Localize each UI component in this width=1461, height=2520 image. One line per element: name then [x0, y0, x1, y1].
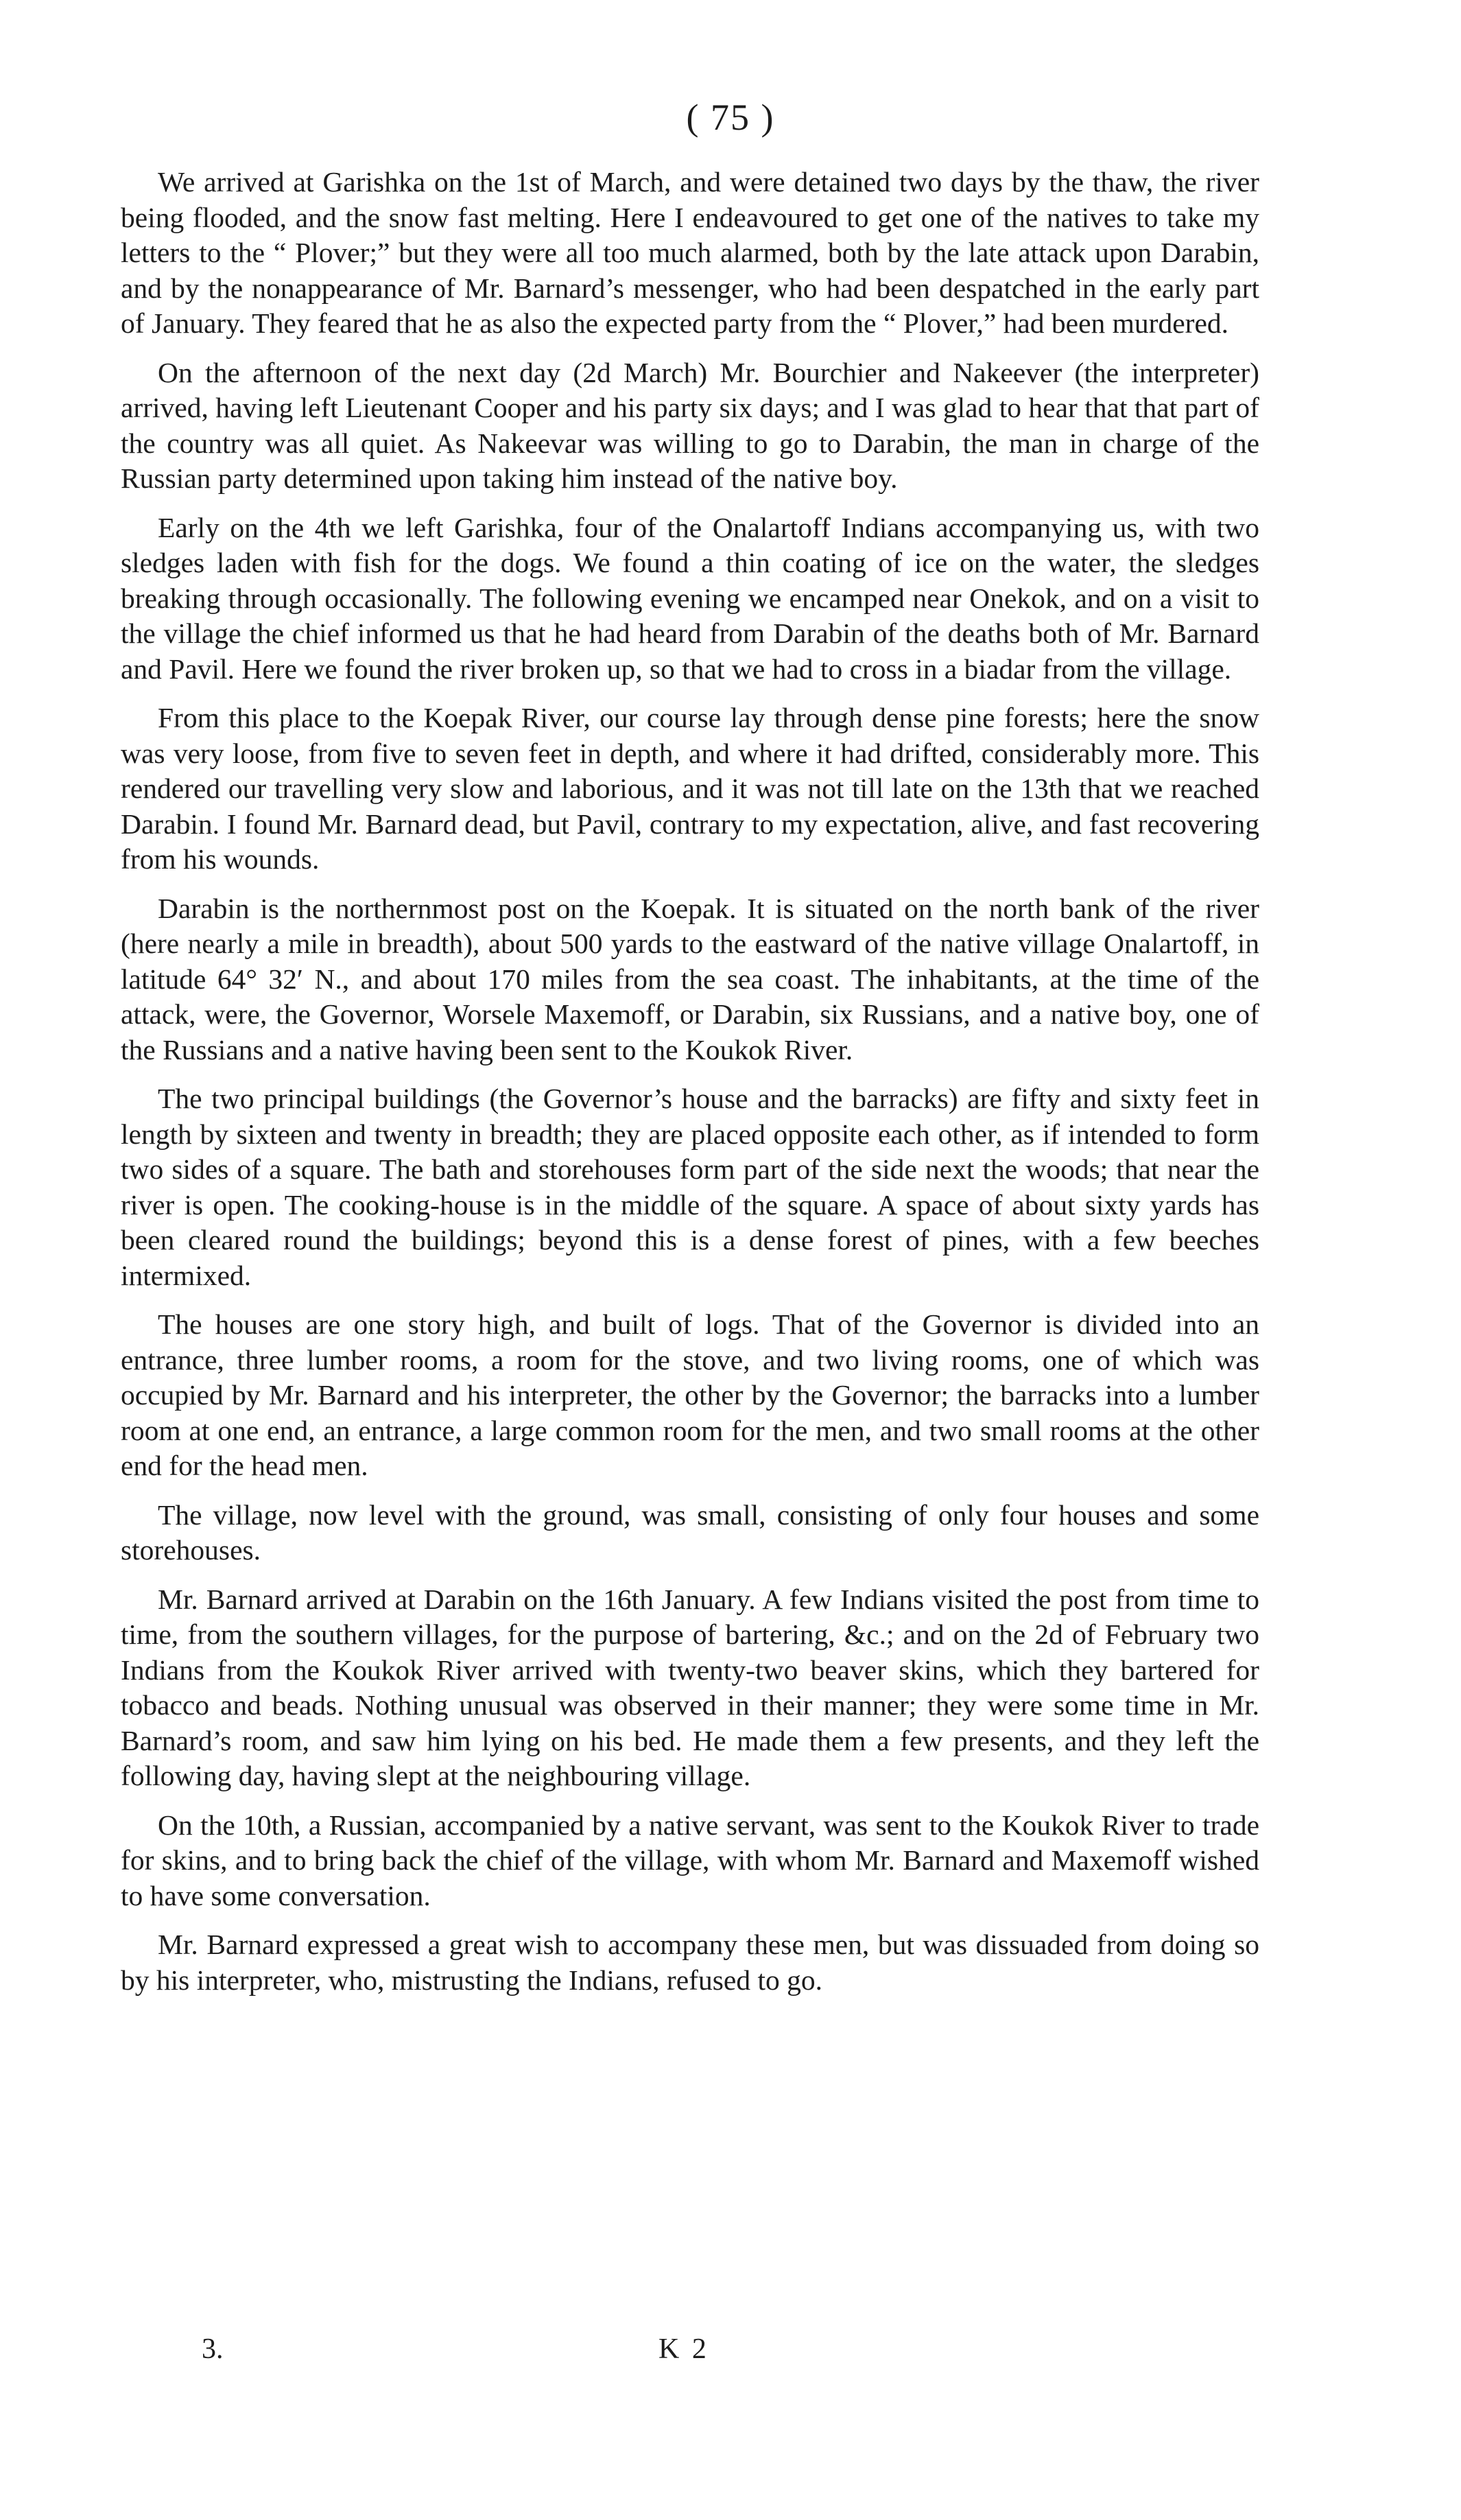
- paragraph: The houses are one story high, and built of logs. That of the Governor is divided into an entrance, three lumber rooms, a room for the stove, and two living rooms, one of which was occupied by Mr. Barnard and his interpreter, the other by the Governor; the barracks into a lumber room at one end, an entrance, a large common room for the men, and two small rooms at the other end for the head men.: [121, 1308, 1259, 1481]
- paragraph: Mr. Barnard expressed a great wish to accompany these men, but was dissuaded from doing so by his interpreter, who, mistrusting the Indians, refused to go.: [121, 1929, 1259, 1996]
- paragraph: The two principal buildings (the Governor’s house and the barracks) are fifty and sixty feet in length by sixteen and twenty in breadth; they are placed opposite each other, as if intended to form two sides of a square. The bath and storehouses form part of the side next the woods; that near the river is open. The cooking-house is in the middle of the square. A space of about sixty yards has been cleared round the buildings; beyond this is a dense forest of pines, with a few beeches intermixed.: [121, 1083, 1259, 1291]
- paragraph: Early on the 4th we left Garishka, four of the Onalartoff Indians accompanying us, with two sledges laden with fish for the dogs. We found a thin coating of ice on the water, the sledges breaking through occasionally. The following evening we encamped near Onekok, and on a visit to the village the chief informed us that he had heard from Darabin of the deaths both of Mr. Barnard and Pavil. Here we found the river broken up, so that we had to cross in a biadar from the village.: [121, 511, 1259, 685]
- paragraph: From this place to the Koepak River, our course lay through dense pine forests; here the snow was very loose, from five to seven feet in depth, and where it had drifted, considerably more. This rendered our travelling very slow and laborious, and it was not till late on the 13th that we reached Darabin. I found Mr. Barnard dead, but Pavil, contrary to my expectation, alive, and fast recovering from his wounds.: [121, 702, 1259, 875]
- page-number: ( 75 ): [686, 97, 775, 138]
- paragraph: On the 10th, a Russian, accompanied by a native servant, was sent to the Koukok River to trade for skins, and to bring back the chief of the village, with whom Mr. Barnard and Maxemoff wished to have some conversation.: [121, 1809, 1259, 1911]
- body-text: [121, 165, 1259, 2012]
- paragraph: On the afternoon of the next day (2d March) Mr. Bourchier and Nakeever (the interpreter) arrived, having left Lieutenant Cooper and his party six days; and I was glad to hear that that part of the country was all quiet. As Nakeevar was willing to go to Darabin, the man in charge of the Russian party determined upon taking him instead of the native boy.: [121, 356, 1259, 494]
- paragraph: Darabin is the northernmost post on the Koepak. It is situated on the north bank of the river (here nearly a mile in breadth), about 500 yards to the eastward of the native village Onalartoff, in latitude 64° 32′ N., and about 170 miles from the sea coast. The inhabitants, at the time of the attack, were, the Governor, Worsele Maxemoff, or Darabin, six Russians, and a native boy, one of the Russians and a native having been sent to the Koukok River.: [121, 892, 1259, 1065]
- footer-number: 3.: [202, 2333, 224, 2365]
- paragraph: Mr. Barnard arrived at Darabin on the 16th January. A few Indians visited the post from time to time, from the southern villages, for the purpose of bartering, &c.; and on the 2d of February two Indians from the Koukok River arrived with twenty-two beaver skins, which they bartered for tobacco and beads. Nothing unusual was observed in their manner; they were some time in Mr. Barnard’s room, and saw him lying on his bed. He made them a few presents, and they left the following day, having slept at the neighbouring village.: [121, 1583, 1259, 1791]
- page-footer: [0, 2333, 1461, 2381]
- paragraph: The village, now level with the ground, was small, consisting of only four houses and some storehouses.: [121, 1498, 1259, 1566]
- signature-mark: K 2: [658, 2333, 709, 2365]
- paragraph: We arrived at Garishka on the 1st of March, and were detained two days by the thaw, the river being flooded, and the snow fast melting. Here I endeavoured to get one of the natives to take my letters to the “ Plover;” but they were all too much alarmed, both by the late attack upon Darabin, and by the nonappearance of Mr. Barnard’s messenger, who had been despatched in the early part of January. They feared that he as also the expected party from the “ Plover,” had been murdered.: [121, 166, 1259, 339]
